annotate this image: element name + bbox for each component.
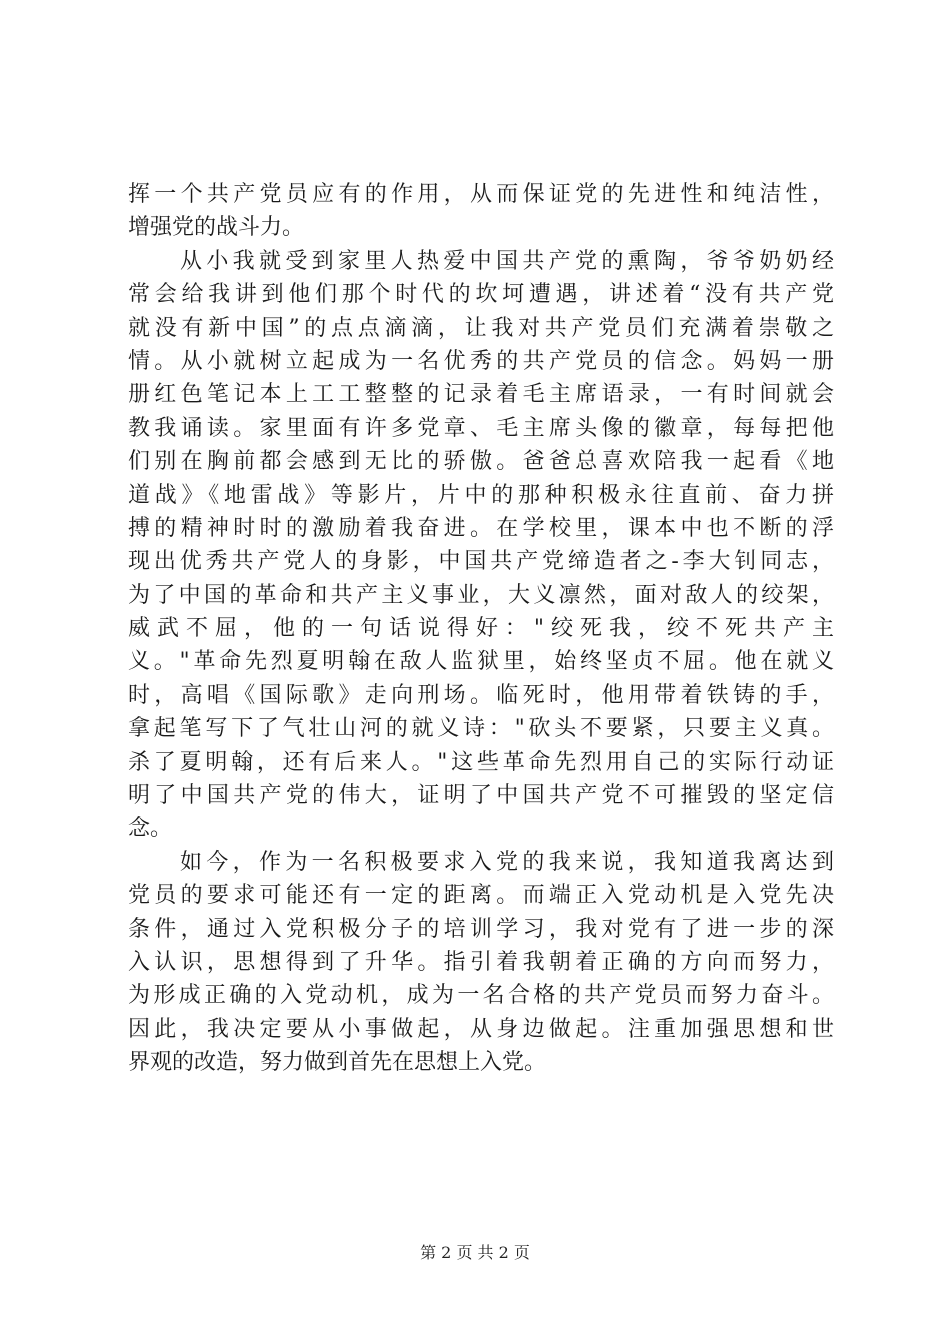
text-line: 拿起笔写下了气壮山河的就义诗："砍头不要紧，只要主义真。 bbox=[128, 716, 834, 742]
text-line: 威武不屈，他的一句话说得好："绞死我，绞不死共产主 bbox=[128, 616, 834, 642]
text-line: 册红色笔记本上工工整整的记录着毛主席语录，一有时间就会 bbox=[128, 382, 834, 408]
text-line: 因此，我决定要从小事做起，从身边做起。注重加强思想和世 bbox=[128, 1016, 834, 1042]
text-line: 界观的改造，努力做到首先在思想上入党。 bbox=[128, 1050, 547, 1076]
document-body bbox=[128, 178, 834, 1080]
text-line: 教我诵读。家里面有许多党章、毛主席头像的徽章，每每把他 bbox=[128, 415, 834, 441]
text-line: 如今，作为一名积极要求入党的我来说，我知道我离达到 bbox=[180, 849, 834, 875]
text-line: 条件，通过入党积极分子的培训学习，我对党有了进一步的深 bbox=[128, 916, 834, 942]
text-line: 义。"革命先烈夏明翰在敌人监狱里，始终坚贞不屈。他在就义 bbox=[128, 649, 834, 675]
text-line: 就没有新中国”的点点滴滴，让我对共产党员们充满着崇敬之 bbox=[128, 315, 834, 341]
page-footer: 第 2 页 共 2 页 bbox=[420, 1243, 530, 1262]
text-line: 明了中国共产党的伟大，证明了中国共产党不可摧毁的坚定信 bbox=[128, 783, 834, 809]
text-line: 为了中国的革命和共产主义事业，大义凛然，面对敌人的绞架， bbox=[128, 582, 834, 608]
text-line: 挥一个共产党员应有的作用，从而保证党的先进性和纯洁性， bbox=[128, 182, 834, 207]
text-line: 入认识，思想得到了升华。指引着我朝着正确的方向而努力， bbox=[128, 949, 834, 975]
text-line: 党员的要求可能还有一定的距离。而端正入党动机是入党先决 bbox=[128, 883, 834, 909]
text-line: 情。从小就树立起成为一名优秀的共产党员的信念。妈妈一册 bbox=[128, 348, 834, 374]
text-line: 道战》《地雷战》等影片，片中的那种积极永往直前、奋力拼 bbox=[128, 482, 834, 508]
text-line: 时，高唱《国际歌》走向刑场。临死时，他用带着铁铸的手， bbox=[128, 682, 834, 708]
text-line: 们别在胸前都会感到无比的骄傲。爸爸总喜欢陪我一起看《地 bbox=[128, 449, 834, 475]
text-line: 常会给我讲到他们那个时代的坎坷遭遇，讲述着“没有共产党 bbox=[128, 282, 834, 308]
text-line: 为形成正确的入党动机，成为一名合格的共产党员而努力奋斗。 bbox=[128, 983, 834, 1009]
text-line: 念。 bbox=[128, 816, 173, 842]
text-line: 现出优秀共产党人的身影，中国共产党缔造者之-李大钊同志， bbox=[128, 549, 834, 575]
text-line: 从小我就受到家里人热爱中国共产党的熏陶，爷爷奶奶经 bbox=[180, 248, 834, 274]
text-line: 搏的精神时时的激励着我奋进。在学校里，课本中也不断的浮 bbox=[128, 515, 834, 541]
text-line: 杀了夏明翰，还有后来人。"这些革命先烈用自己的实际行动证 bbox=[128, 749, 834, 775]
text-line: 增强党的战斗力。 bbox=[128, 215, 305, 241]
